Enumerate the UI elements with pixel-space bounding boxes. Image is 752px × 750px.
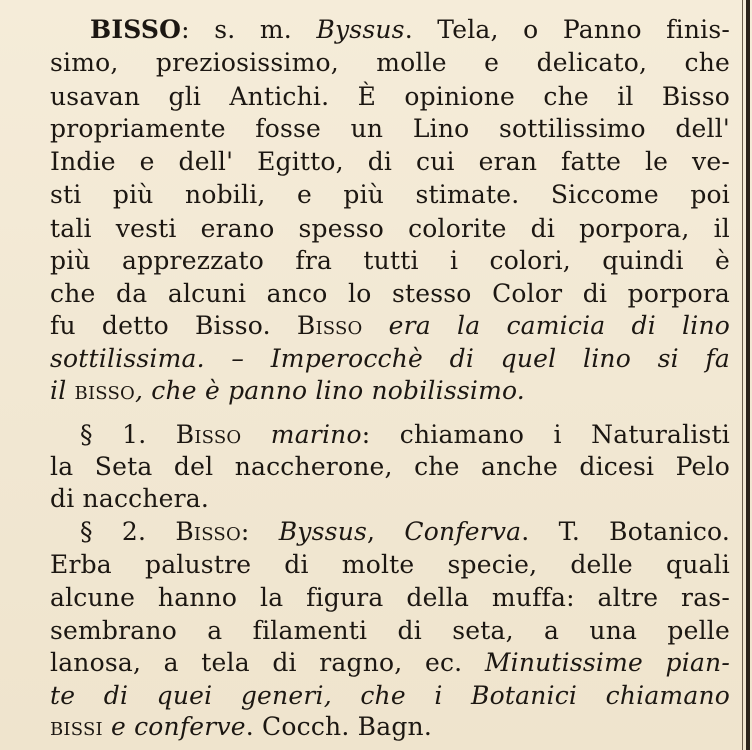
section1-text-run: la Seta del naccherone, che anche dicesi Pelo <box>50 452 730 481</box>
section2-text-run: alcune hanno la figura della muffa: altre ras- <box>50 583 730 612</box>
section2-text-run: : <box>240 517 279 546</box>
section1-text-run: Bisso <box>175 420 242 449</box>
section2-text-run: . T. Botanico. <box>521 517 730 546</box>
entry-text-run: tali vesti erano spesso colorite di porpora, il <box>50 214 730 243</box>
section2-text-run: conferve <box>134 712 246 741</box>
entry-text-run: , che è panno lino nobilissimo. <box>135 376 525 405</box>
section2-text-run: sembrano a filamenti di seta, a una pelle <box>50 616 730 645</box>
section1-text-run: : chiamano i Naturalisti <box>361 420 730 449</box>
section2-text-run: Erba palustre di molte specie, delle quali <box>50 550 730 579</box>
section2-line <box>80 517 730 547</box>
entry-line <box>50 311 730 341</box>
entry-text-run: . Tela, o Panno finis- <box>404 15 730 44</box>
section1-text-run: § 1. <box>80 420 176 449</box>
section2-text-run: Bisso <box>175 517 241 546</box>
entry-line <box>50 214 730 244</box>
entry-text-run: BISSO <box>90 15 182 44</box>
entry-line <box>50 376 730 406</box>
section1-text-run <box>241 420 270 449</box>
section1-text-run: marino <box>270 420 362 449</box>
section2-text-run: bissi <box>50 712 103 741</box>
entry-line <box>50 82 730 112</box>
section2-text-run: e <box>102 712 135 741</box>
section2-line <box>50 616 730 646</box>
section2-text-run: Conferva <box>404 517 522 546</box>
entry-line <box>50 48 730 78</box>
entry-text-run: fu detto Bisso. <box>50 311 297 340</box>
entry-text-run: usavan gli Antichi. È opinione che il Bisso <box>50 82 730 111</box>
section2-line <box>50 550 730 580</box>
entry-text-run: Bisso <box>296 311 363 340</box>
section1-line <box>50 484 730 514</box>
entry-text-run: era la camicia di lino <box>362 311 730 340</box>
column-rule-thin <box>742 0 743 750</box>
entry-text-run: il <box>50 376 75 405</box>
entry-text-run: Indie e dell' Egitto, di cui eran fatte le ve- <box>50 147 730 176</box>
entry-line <box>50 180 730 210</box>
section1-line <box>80 420 730 450</box>
entry-text-run: sottilissima. – Imperocchè di quel lino si fa <box>50 344 730 373</box>
entry-text-run: Byssus <box>316 15 405 44</box>
section2-text-run: , <box>367 517 405 546</box>
section2-text-run: Minutissime pian- <box>484 648 730 677</box>
section2-line <box>50 648 730 678</box>
section2-text-run: . Cocch. Bagn. <box>245 712 432 741</box>
entry-text-run: più apprezzato fra tutti i colori, quindi è <box>50 246 730 275</box>
entry-text-run: propriamente fosse un Lino sottilissimo dell' <box>50 114 730 143</box>
section2-line <box>50 583 730 613</box>
section2-line <box>50 712 730 742</box>
entry-line <box>50 114 730 144</box>
entry-line <box>90 15 730 45</box>
entry-line <box>50 246 730 276</box>
entry-text-run: che da alcuni anco lo stesso Color di porpora <box>50 279 730 308</box>
section1-text-run: di nacchera. <box>50 484 210 513</box>
entry-text-run: bisso <box>74 376 135 405</box>
section2-text-run: lanosa, a tela di ragno, ec. <box>50 648 485 677</box>
section2-text-run: § 2. <box>80 517 176 546</box>
section2-text-run: Byssus <box>278 517 368 546</box>
section2-text-run: te di quei generi, che i Botanici chiamano <box>50 681 730 710</box>
entry-line <box>50 279 730 309</box>
column-rule <box>746 0 750 750</box>
section1-line <box>50 452 730 482</box>
entry-text-run: sti più nobili, e più stimate. Siccome poi <box>50 180 730 209</box>
entry-text-run: simo, preziosissimo, molle e delicato, che <box>50 48 730 77</box>
section2-line <box>50 681 730 711</box>
entry-line <box>50 344 730 374</box>
entry-text-run: : s. m. <box>181 15 317 44</box>
entry-line <box>50 147 730 177</box>
